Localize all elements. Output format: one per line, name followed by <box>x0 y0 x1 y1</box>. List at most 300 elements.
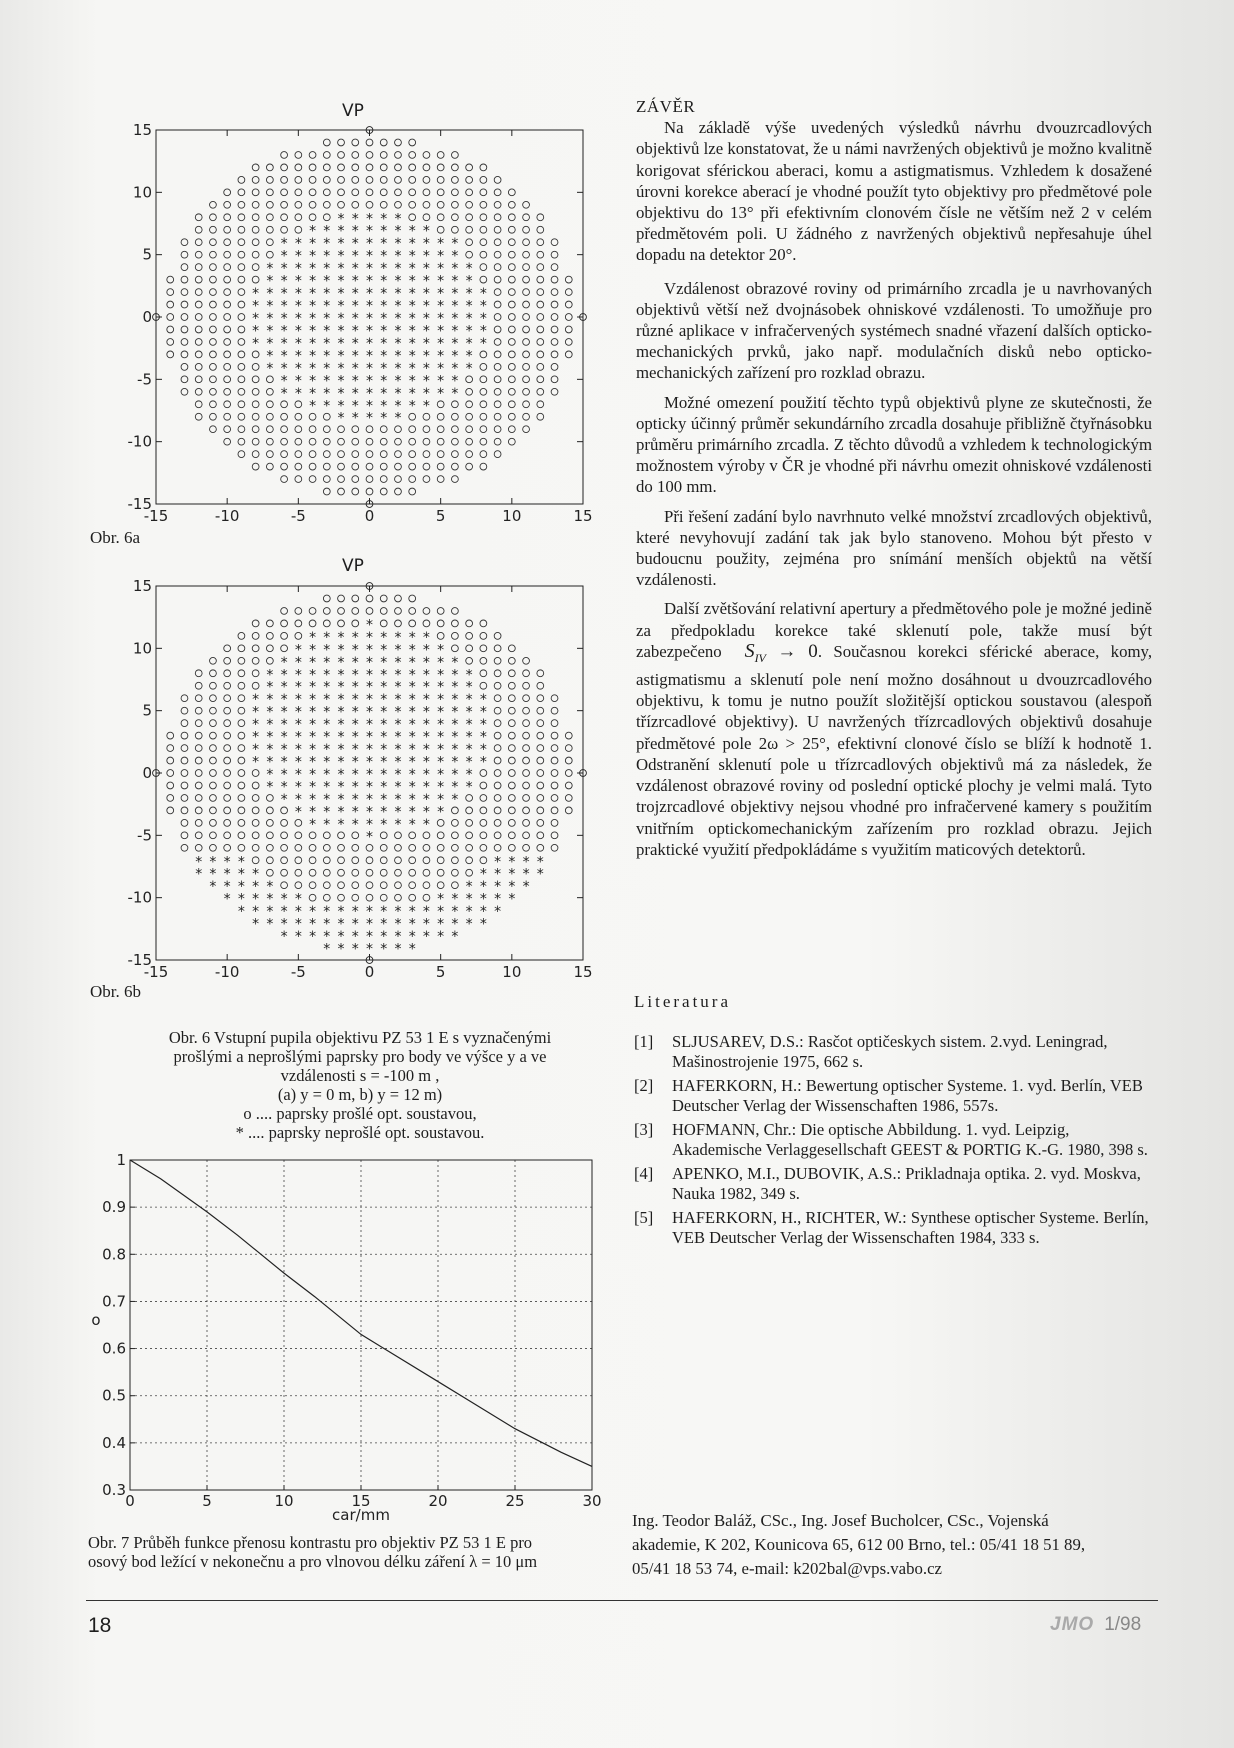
y-tick-label: 0.3 <box>102 1481 126 1499</box>
passed-ray-marker <box>195 239 202 246</box>
passed-ray-marker <box>452 869 459 876</box>
passed-ray-marker <box>195 314 202 321</box>
unpassed-ray-marker: * <box>237 866 245 883</box>
passed-ray-marker <box>565 795 572 802</box>
passed-ray-marker <box>494 388 501 395</box>
passed-ray-marker <box>466 620 473 627</box>
unpassed-ray-marker: * <box>252 742 260 759</box>
unpassed-ray-marker: * <box>351 692 359 709</box>
passed-ray-marker <box>551 388 558 395</box>
passed-ray-marker <box>238 326 245 333</box>
passed-ray-marker <box>210 351 217 358</box>
unpassed-ray-marker: * <box>408 629 416 646</box>
unpassed-ray-marker: * <box>380 767 388 783</box>
unpassed-ray-marker: * <box>323 729 331 746</box>
unpassed-ray-marker: * <box>451 248 459 265</box>
passed-ray-marker <box>409 869 416 876</box>
passed-ray-marker <box>224 426 231 433</box>
unpassed-ray-marker: * <box>351 767 359 783</box>
unpassed-ray-marker: * <box>195 854 203 871</box>
unpassed-ray-marker: * <box>252 916 260 933</box>
passed-ray-marker <box>480 164 487 171</box>
passed-ray-marker <box>195 819 202 826</box>
passed-ray-marker <box>338 176 345 183</box>
passed-ray-marker <box>224 363 231 370</box>
passed-ray-marker <box>480 251 487 258</box>
unpassed-ray-marker: * <box>422 385 430 402</box>
passed-ray-marker <box>181 276 188 283</box>
unpassed-ray-marker: * <box>294 654 302 671</box>
passed-ray-marker <box>395 857 402 864</box>
passed-ray-marker <box>252 832 259 839</box>
passed-ray-marker <box>167 732 174 739</box>
passed-ray-marker <box>466 376 473 383</box>
passed-ray-marker <box>480 426 487 433</box>
unpassed-ray-marker: * <box>280 692 288 709</box>
unpassed-ray-marker: * <box>351 729 359 746</box>
passed-ray-marker <box>252 782 259 789</box>
passed-ray-marker <box>466 239 473 246</box>
passed-ray-marker <box>523 314 530 321</box>
reference-number: [4] <box>634 1164 654 1183</box>
unpassed-ray-marker: * <box>437 667 445 684</box>
passed-ray-marker <box>423 214 430 221</box>
passed-ray-marker <box>252 463 259 470</box>
unpassed-ray-marker: * <box>280 385 288 402</box>
passed-ray-marker <box>508 832 515 839</box>
passed-ray-marker <box>551 301 558 308</box>
passed-ray-marker <box>338 620 345 627</box>
passed-ray-marker <box>494 819 501 826</box>
passed-ray-marker <box>238 819 245 826</box>
passed-ray-marker <box>452 832 459 839</box>
y-tick-label: 0.6 <box>102 1339 126 1358</box>
x-tick-label: 5 <box>435 507 446 525</box>
fig6-caption-line5: o .... paprsky prošlé opt. soustavou, <box>243 1104 477 1123</box>
unpassed-ray-marker: * <box>266 742 274 759</box>
passed-ray-marker <box>537 239 544 246</box>
unpassed-ray-marker: * <box>309 916 317 933</box>
unpassed-ray-marker: * <box>366 829 373 846</box>
ray-markers <box>167 595 572 957</box>
unpassed-ray-marker: * <box>408 667 416 684</box>
passed-ray-marker <box>338 894 345 901</box>
unpassed-ray-marker: * <box>408 717 416 734</box>
unpassed-ray-marker: * <box>366 642 373 659</box>
passed-ray-marker <box>238 176 245 183</box>
unpassed-ray-marker: * <box>451 891 459 908</box>
unpassed-ray-marker: * <box>479 286 487 303</box>
passed-ray-marker <box>523 732 530 739</box>
unpassed-ray-marker: * <box>394 941 402 958</box>
passed-ray-marker <box>395 139 402 146</box>
passed-ray-marker <box>309 844 316 851</box>
passed-ray-marker <box>295 463 302 470</box>
passed-ray-marker <box>366 201 373 208</box>
passed-ray-marker <box>181 782 188 789</box>
unpassed-ray-marker: * <box>323 273 331 290</box>
unpassed-ray-marker: * <box>309 767 317 783</box>
passed-ray-marker <box>224 720 231 727</box>
unpassed-ray-marker: * <box>323 692 331 709</box>
passed-ray-marker <box>295 844 302 851</box>
unpassed-ray-marker: * <box>394 767 402 783</box>
passed-ray-marker <box>181 351 188 358</box>
unpassed-ray-marker: * <box>323 311 331 327</box>
unpassed-ray-marker: * <box>451 929 459 946</box>
unpassed-ray-marker: * <box>422 754 430 771</box>
passed-ray-marker <box>281 463 288 470</box>
passed-ray-marker <box>181 363 188 370</box>
passed-ray-marker <box>423 832 430 839</box>
unpassed-ray-marker: * <box>337 916 345 933</box>
unpassed-ray-marker: * <box>451 360 459 377</box>
passed-ray-marker <box>295 832 302 839</box>
unpassed-ray-marker: * <box>366 298 373 315</box>
unpassed-ray-marker: * <box>408 679 416 696</box>
passed-ray-marker <box>352 844 359 851</box>
passed-ray-marker <box>551 844 558 851</box>
passed-ray-marker <box>352 869 359 876</box>
unpassed-ray-marker: * <box>408 360 416 377</box>
unpassed-ray-marker: * <box>394 248 402 265</box>
passed-ray-marker <box>508 426 515 433</box>
passed-ray-marker <box>551 276 558 283</box>
unpassed-ray-marker: * <box>309 779 317 796</box>
unpassed-ray-marker: * <box>323 298 331 315</box>
passed-ray-marker <box>195 301 202 308</box>
passed-ray-marker <box>409 894 416 901</box>
passed-ray-marker <box>338 844 345 851</box>
passed-ray-marker <box>466 451 473 458</box>
fig7-caption <box>88 1533 610 1571</box>
fig6a-obr-label: Obr. 6a <box>90 528 141 547</box>
unpassed-ray-marker: * <box>323 767 331 783</box>
passed-ray-marker <box>380 426 387 433</box>
passed-ray-marker <box>238 657 245 664</box>
unpassed-ray-marker: * <box>422 223 430 240</box>
passed-ray-marker <box>480 670 487 677</box>
unpassed-ray-marker: * <box>351 754 359 771</box>
passed-ray-marker <box>195 807 202 814</box>
unpassed-ray-marker: * <box>266 916 274 933</box>
zaver-paragraph-5 <box>636 598 1152 859</box>
passed-ray-marker <box>295 413 302 420</box>
passed-ray-marker <box>551 339 558 346</box>
unpassed-ray-marker: * <box>380 298 388 315</box>
unpassed-ray-marker: * <box>366 717 373 734</box>
passed-ray-marker <box>452 413 459 420</box>
unpassed-ray-marker: * <box>337 704 345 721</box>
unpassed-ray-marker: * <box>408 642 416 659</box>
unpassed-ray-marker: * <box>408 261 416 278</box>
passed-ray-marker <box>508 770 515 777</box>
x-tick-label: 10 <box>502 963 522 981</box>
passed-ray-marker <box>252 645 259 652</box>
unpassed-ray-marker: * <box>508 891 516 908</box>
passed-ray-marker <box>366 189 373 196</box>
passed-ray-marker <box>281 844 288 851</box>
unpassed-ray-marker: * <box>294 261 302 278</box>
passed-ray-marker <box>338 139 345 146</box>
passed-ray-marker <box>352 857 359 864</box>
unpassed-ray-marker: * <box>437 767 445 783</box>
passed-ray-marker <box>181 807 188 814</box>
unpassed-ray-marker: * <box>309 373 317 390</box>
unpassed-ray-marker: * <box>252 717 260 734</box>
passed-ray-marker <box>452 844 459 851</box>
unpassed-ray-marker: * <box>394 223 402 240</box>
unpassed-ray-marker: * <box>337 816 345 833</box>
passed-ray-marker <box>409 139 416 146</box>
passed-ray-marker <box>452 463 459 470</box>
passed-ray-marker <box>323 214 330 221</box>
unpassed-ray-marker: * <box>323 679 331 696</box>
passed-ray-marker <box>480 857 487 864</box>
unpassed-ray-marker: * <box>394 273 402 290</box>
passed-ray-marker <box>323 488 330 495</box>
passed-ray-marker <box>523 276 530 283</box>
passed-ray-marker <box>423 882 430 889</box>
passed-ray-marker <box>224 326 231 333</box>
unpassed-ray-marker: * <box>408 704 416 721</box>
unpassed-ray-marker: * <box>380 373 388 390</box>
unpassed-ray-marker: * <box>351 816 359 833</box>
passed-ray-marker <box>195 401 202 408</box>
unpassed-ray-marker: * <box>309 679 317 696</box>
passed-ray-marker <box>309 451 316 458</box>
unpassed-ray-marker: * <box>294 692 302 709</box>
unpassed-ray-marker: * <box>323 754 331 771</box>
passed-ray-marker <box>508 682 515 689</box>
unpassed-ray-marker: * <box>380 629 388 646</box>
passed-ray-marker <box>523 214 530 221</box>
passed-ray-marker <box>238 401 245 408</box>
passed-ray-marker <box>551 239 558 246</box>
unpassed-ray-marker: * <box>394 236 402 253</box>
passed-ray-marker <box>480 795 487 802</box>
unpassed-ray-marker: * <box>294 311 302 327</box>
passed-ray-marker <box>366 176 373 183</box>
unpassed-ray-marker: * <box>223 854 231 871</box>
unpassed-ray-marker: * <box>366 286 373 303</box>
passed-ray-marker <box>210 682 217 689</box>
unpassed-ray-marker: * <box>366 916 373 933</box>
passed-ray-marker <box>338 595 345 602</box>
unpassed-ray-marker: * <box>252 904 260 921</box>
unpassed-ray-marker: * <box>294 298 302 315</box>
passed-ray-marker <box>210 770 217 777</box>
passed-ray-marker <box>195 682 202 689</box>
passed-ray-marker <box>480 264 487 271</box>
unpassed-ray-marker: * <box>394 791 402 808</box>
passed-ray-marker <box>266 226 273 233</box>
passed-ray-marker <box>238 339 245 346</box>
passed-ray-marker <box>494 732 501 739</box>
passed-ray-marker <box>551 314 558 321</box>
passed-ray-marker <box>295 819 302 826</box>
passed-ray-marker <box>167 351 174 358</box>
passed-ray-marker <box>537 264 544 271</box>
unpassed-ray-marker: * <box>451 335 459 352</box>
passed-ray-marker <box>437 152 444 159</box>
passed-ray-marker <box>537 707 544 714</box>
fig7-svg <box>88 1151 608 1524</box>
passed-ray-marker <box>281 645 288 652</box>
passed-ray-marker <box>210 289 217 296</box>
passed-ray-marker <box>409 857 416 864</box>
unpassed-ray-marker: * <box>294 236 302 253</box>
passed-ray-marker <box>238 388 245 395</box>
passed-ray-marker <box>210 251 217 258</box>
unpassed-ray-marker: * <box>451 323 459 340</box>
passed-ray-marker <box>409 476 416 483</box>
unpassed-ray-marker: * <box>394 311 402 327</box>
passed-ray-marker <box>181 326 188 333</box>
passed-ray-marker <box>181 720 188 727</box>
unpassed-ray-marker: * <box>323 667 331 684</box>
unpassed-ray-marker: * <box>223 866 231 883</box>
passed-ray-marker <box>380 882 387 889</box>
unpassed-ray-marker: * <box>309 298 317 315</box>
passed-ray-marker <box>494 844 501 851</box>
author-affiliation <box>632 1509 1162 1581</box>
unpassed-ray-marker: * <box>380 273 388 290</box>
unpassed-ray-marker: * <box>437 273 445 290</box>
unpassed-ray-marker: * <box>479 335 487 352</box>
passed-ray-marker <box>210 819 217 826</box>
passed-ray-marker <box>366 139 373 146</box>
passed-ray-marker <box>494 201 501 208</box>
passed-ray-marker <box>537 782 544 789</box>
unpassed-ray-marker: * <box>366 904 373 921</box>
passed-ray-marker <box>409 451 416 458</box>
passed-ray-marker <box>551 707 558 714</box>
unpassed-ray-marker: * <box>437 804 445 821</box>
unpassed-ray-marker: * <box>309 398 317 415</box>
passed-ray-marker <box>409 189 416 196</box>
passed-ray-marker <box>466 869 473 876</box>
y-tick-label: 10 <box>132 639 152 658</box>
unpassed-ray-marker: * <box>437 311 445 327</box>
unpassed-ray-marker: * <box>351 654 359 671</box>
unpassed-ray-marker: * <box>479 879 487 896</box>
unpassed-ray-marker: * <box>309 236 317 253</box>
unpassed-ray-marker: * <box>479 323 487 340</box>
y-tick-label: 0.9 <box>102 1198 126 1217</box>
passed-ray-marker <box>224 251 231 258</box>
passed-ray-marker <box>323 164 330 171</box>
unpassed-ray-marker: * <box>380 398 388 415</box>
unpassed-ray-marker: * <box>451 385 459 402</box>
unpassed-ray-marker: * <box>266 273 274 290</box>
unpassed-ray-marker: * <box>309 929 317 946</box>
unpassed-ray-marker: * <box>366 767 373 783</box>
unpassed-ray-marker: * <box>309 273 317 290</box>
passed-ray-marker <box>224 732 231 739</box>
reference-number: [1] <box>634 1032 654 1051</box>
unpassed-ray-marker: * <box>394 398 402 415</box>
passed-ray-marker <box>508 301 515 308</box>
passed-ray-marker <box>252 363 259 370</box>
fig6-caption-line2: prošlými a neprošlými paprsky pro body ve výšce y a ve <box>173 1047 547 1066</box>
passed-ray-marker <box>281 632 288 639</box>
passed-ray-marker <box>210 795 217 802</box>
unpassed-ray-marker: * <box>323 629 331 646</box>
passed-ray-marker <box>224 339 231 346</box>
unpassed-ray-marker: * <box>408 804 416 821</box>
passed-ray-marker <box>494 807 501 814</box>
passed-ray-marker <box>523 326 530 333</box>
passed-ray-marker <box>494 795 501 802</box>
y-tick-label: 0 <box>142 308 152 326</box>
unpassed-ray-marker: * <box>337 692 345 709</box>
unpassed-ray-marker: * <box>280 717 288 734</box>
passed-ray-marker <box>224 376 231 383</box>
passed-ray-marker <box>195 326 202 333</box>
unpassed-ray-marker: * <box>437 916 445 933</box>
unpassed-ray-marker: * <box>422 360 430 377</box>
unpassed-ray-marker: * <box>280 791 288 808</box>
unpassed-ray-marker: * <box>366 941 373 958</box>
passed-ray-marker <box>508 363 515 370</box>
passed-ray-marker <box>395 595 402 602</box>
x-tick-label: 15 <box>573 963 593 981</box>
passed-ray-marker <box>266 376 273 383</box>
unpassed-ray-marker: * <box>351 804 359 821</box>
fig6b-plot <box>126 577 593 981</box>
passed-ray-marker <box>366 869 373 876</box>
passed-ray-marker <box>252 239 259 246</box>
passed-ray-marker <box>252 351 259 358</box>
passed-ray-marker <box>238 363 245 370</box>
passed-ray-marker <box>238 632 245 639</box>
passed-ray-marker <box>508 695 515 702</box>
unpassed-ray-marker: * <box>437 373 445 390</box>
x-tick-label: 5 <box>435 963 446 981</box>
unpassed-ray-marker: * <box>479 729 487 746</box>
unpassed-ray-marker: * <box>408 311 416 327</box>
passed-ray-marker <box>423 894 430 901</box>
unpassed-ray-marker: * <box>237 904 245 921</box>
passed-ray-marker <box>224 276 231 283</box>
fig6-caption-line3: vzdálenosti s = -100 m , <box>280 1066 440 1085</box>
passed-ray-marker <box>494 276 501 283</box>
x-tick-label: -15 <box>143 963 169 981</box>
passed-ray-marker <box>494 745 501 752</box>
unpassed-ray-marker: * <box>294 704 302 721</box>
passed-ray-marker <box>423 869 430 876</box>
passed-ray-marker <box>281 164 288 171</box>
passed-ray-marker <box>252 844 259 851</box>
unpassed-ray-marker: * <box>437 891 445 908</box>
passed-ray-marker <box>195 413 202 420</box>
unpassed-ray-marker: * <box>351 398 359 415</box>
passed-ray-marker <box>224 682 231 689</box>
passed-ray-marker <box>565 745 572 752</box>
passed-ray-marker <box>537 326 544 333</box>
passed-ray-marker <box>224 413 231 420</box>
fig6a-plot <box>126 121 593 525</box>
reference-list <box>634 1032 1152 1252</box>
unpassed-ray-marker: * <box>337 791 345 808</box>
unpassed-ray-marker: * <box>252 729 260 746</box>
passed-ray-marker <box>309 869 316 876</box>
unpassed-ray-marker: * <box>465 754 473 771</box>
unpassed-ray-marker: * <box>309 692 317 709</box>
passed-ray-marker <box>409 438 416 445</box>
passed-ray-marker <box>181 376 188 383</box>
